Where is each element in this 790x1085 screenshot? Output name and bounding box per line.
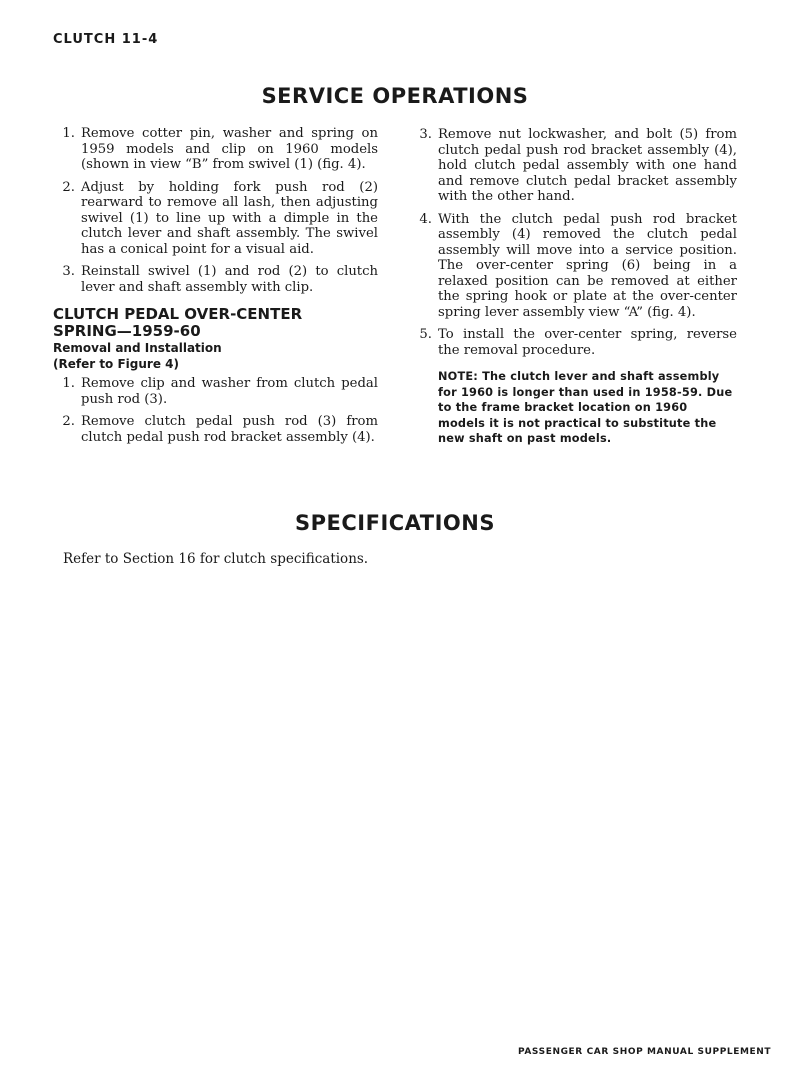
- step-text: To install the over-center spring, reverse the removal procedure.: [438, 327, 737, 358]
- running-header: CLUTCH 11-4: [53, 32, 159, 47]
- step-number: 2.: [62, 179, 75, 195]
- step-number: 2.: [62, 414, 75, 429]
- list-item: [410, 127, 737, 205]
- step-text: Remove clutch pedal push rod (3) from clutch pedal push rod bracket assembly (4).: [81, 414, 378, 445]
- over-center-heading-line1: CLUTCH PEDAL OVER-CENTER: [53, 305, 303, 323]
- step-text: With the clutch pedal push rod bracket assembly (4) removed the clutch pedal assembly will move into a service position. The over-center spring (6) being in a relaxed position can be removed at either the spring hook or plate at the over-center spring lever assembly view “A” (fig. 4).: [438, 211, 737, 320]
- specifications-text: Refer to Section 16 for clutch specifications.: [63, 551, 369, 567]
- list-item: [53, 376, 378, 407]
- step-text: Adjust by holding fork push rod (2) rearward to remove all lash, then adjusting swivel (1) to line up with a dimple in the clutch lever and shaft assembly. The swivel has a conical point for a visual aid.: [81, 179, 378, 257]
- step-number: 3.: [419, 127, 432, 142]
- over-center-heading-line2: SPRING—1959-60: [53, 322, 201, 340]
- right-column: [410, 127, 737, 447]
- page-footer: PASSENGER CAR SHOP MANUAL SUPPLEMENT: [518, 1047, 772, 1057]
- step-number: 1.: [62, 126, 75, 141]
- removal-installation-heading: [53, 340, 378, 372]
- specifications-title: SPECIFICATIONS: [295, 511, 495, 535]
- step-number: 3.: [62, 264, 75, 279]
- step-text: Remove clip and washer from clutch pedal push rod (3).: [81, 376, 378, 407]
- list-item: [53, 180, 378, 258]
- list-item: [53, 264, 378, 295]
- service-operations-title: SERVICE OPERATIONS: [261, 84, 529, 108]
- step-number: 4.: [419, 211, 432, 227]
- list-item: [53, 126, 378, 173]
- step-text: Remove nut lockwasher, and bolt (5) from clutch pedal push rod bracket assembly (4), hold clutch pedal assembly with one hand and remove clutch pedal bracket assembly with the other hand.: [438, 127, 737, 204]
- left-column: [53, 126, 378, 452]
- removal-installation-label: Removal and Installation: [53, 341, 222, 355]
- list-item: [53, 414, 378, 445]
- over-center-heading: [53, 306, 378, 340]
- step-number: 1.: [62, 376, 75, 391]
- step-text: Reinstall swivel (1) and rod (2) to clutch lever and shaft assembly with clip.: [81, 264, 378, 295]
- list-item: [410, 212, 737, 321]
- note-text: NOTE: The clutch lever and shaft assembly for 1960 is longer than used in 1958-59. Due to the frame bracket location on 1960 models it is not practical to substitute the new shaft on past models.: [438, 370, 733, 445]
- step-number: 5.: [419, 327, 432, 342]
- step-text: Remove cotter pin, washer and spring on 1959 models and clip on 1960 models (shown in view “B” from swivel (1) (fig. 4).: [81, 126, 378, 172]
- list-item: [410, 327, 737, 358]
- figure-reference: (Refer to Figure 4): [53, 357, 179, 371]
